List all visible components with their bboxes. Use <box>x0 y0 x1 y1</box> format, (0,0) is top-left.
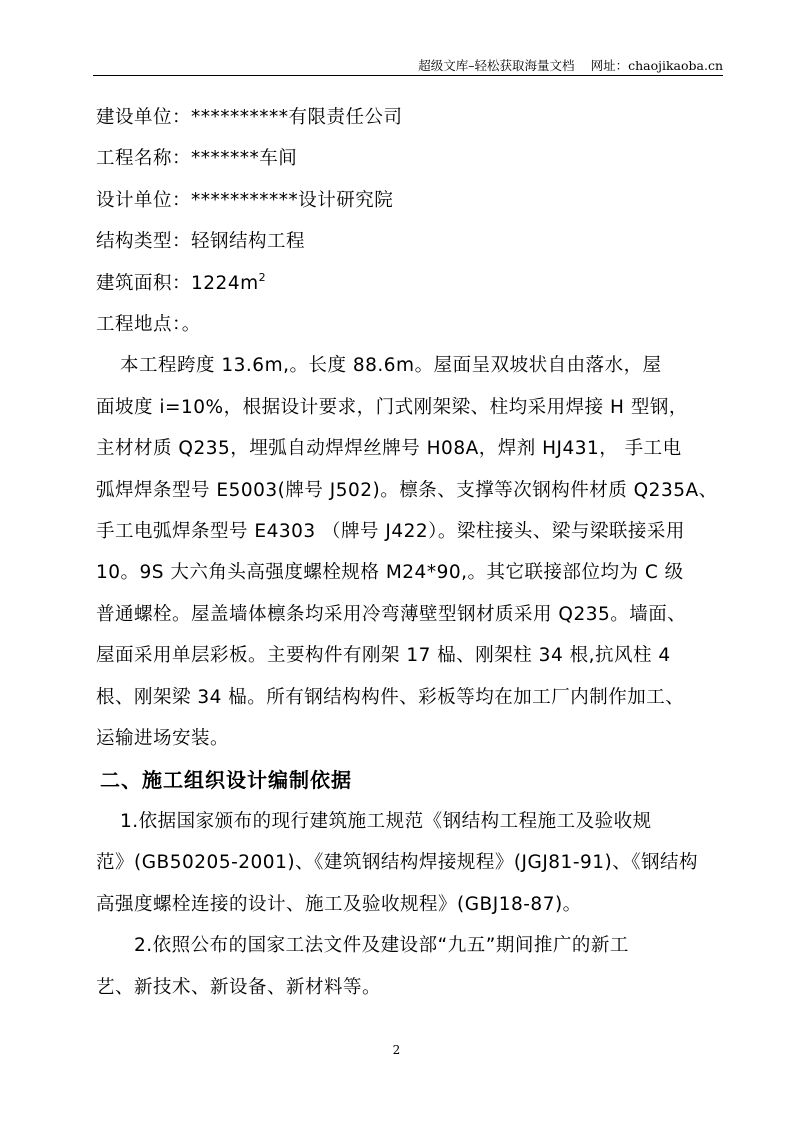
text-line: 普通螺栓。屋盖墙体檩条均采用冷弯薄壁型钢材质采用 Q235。墙面、 <box>96 603 687 625</box>
text-line: 本工程跨度 13.6m,。长度 88.6m。屋面呈双坡状自由落水，屋 <box>120 355 662 377</box>
header-url: 网址：chaojikaoba.cn <box>590 58 723 73</box>
info-value: **********有限责任公司 <box>191 107 403 128</box>
info-value: *******车间 <box>191 148 298 170</box>
info-label: 建设单位： <box>96 107 192 128</box>
basis-item-1 <box>96 801 721 925</box>
text-line: 运输进场安装。 <box>96 728 230 750</box>
page-number: 2 <box>392 1043 401 1057</box>
info-value: ***********设计研究院 <box>191 189 394 211</box>
info-value: 1224m <box>191 272 259 294</box>
text-line: 范》(GB50205-2001)、《建筑钢结构焊接规程》(JGJ81-91)、《钢结构 <box>96 852 699 874</box>
text-line: 主材材质 Q235，埋弧自动焊焊丝牌号 H08A，焊剂 HJ431， 手工电 <box>96 438 682 460</box>
basis-item-2 <box>96 925 721 1008</box>
text-line: 艺、新技术、新设备、新材料等。 <box>96 976 382 998</box>
info-label: 工程名称： <box>96 148 192 170</box>
text-line: 10。9S 大六角头高强度螺栓规格 M24*90,。其它联接部位均为 C 级 <box>96 562 684 584</box>
info-row <box>96 180 721 221</box>
header-site-text: 超级文库–轻松获取海量文档 <box>418 58 575 73</box>
text-line: 弧焊焊条型号 E5003(牌号 J502)。檩条、支撑等次钢构件材质 Q235A、 <box>96 479 718 501</box>
text-line: 2.依照公布的国家工法文件及建设部“九五”期间推广的新工 <box>134 935 629 957</box>
document-body <box>96 97 721 1008</box>
info-label: 工程地点： <box>96 314 182 336</box>
text-line: 屋面采用单层彩板。主要构件有刚架 17 榀、刚架柱 34 根,抗风柱 4 <box>96 645 671 667</box>
page-header <box>93 56 723 74</box>
info-row <box>96 263 721 304</box>
text-line: 高强度螺栓连接的设计、施工及验收规程》(GBJ18-87)。 <box>96 893 582 915</box>
section-heading: 二、施工组织设计编制依据 <box>100 767 352 792</box>
info-row <box>96 221 721 262</box>
info-value: 轻钢结构工程 <box>191 231 306 253</box>
info-value: 。 <box>181 314 201 336</box>
info-superscript: 2 <box>258 270 267 284</box>
info-label: 设计单位： <box>96 189 192 211</box>
header-rule <box>93 75 723 76</box>
info-label: 建筑面积： <box>96 272 192 294</box>
text-line: 根、刚架梁 34 榀。所有钢结构构件、彩板等均在加工厂内制作加工、 <box>96 686 685 708</box>
info-row <box>96 304 721 345</box>
info-row <box>96 138 721 179</box>
info-row <box>96 97 721 138</box>
project-info <box>96 97 721 345</box>
text-line: 1.依据国家颁布的现行建筑施工规范《钢结构工程施工及验收规 <box>120 810 652 832</box>
info-label: 结构类型： <box>96 231 192 253</box>
project-overview-paragraph <box>96 345 721 759</box>
text-line: 手工电弧焊条型号 E4303 （牌号 J422）。梁柱接头、梁与梁联接采用 <box>96 521 685 543</box>
text-line: 面坡度 i=10%，根据设计要求，门式刚架梁、柱均采用焊接 H 型钢， <box>96 396 688 418</box>
